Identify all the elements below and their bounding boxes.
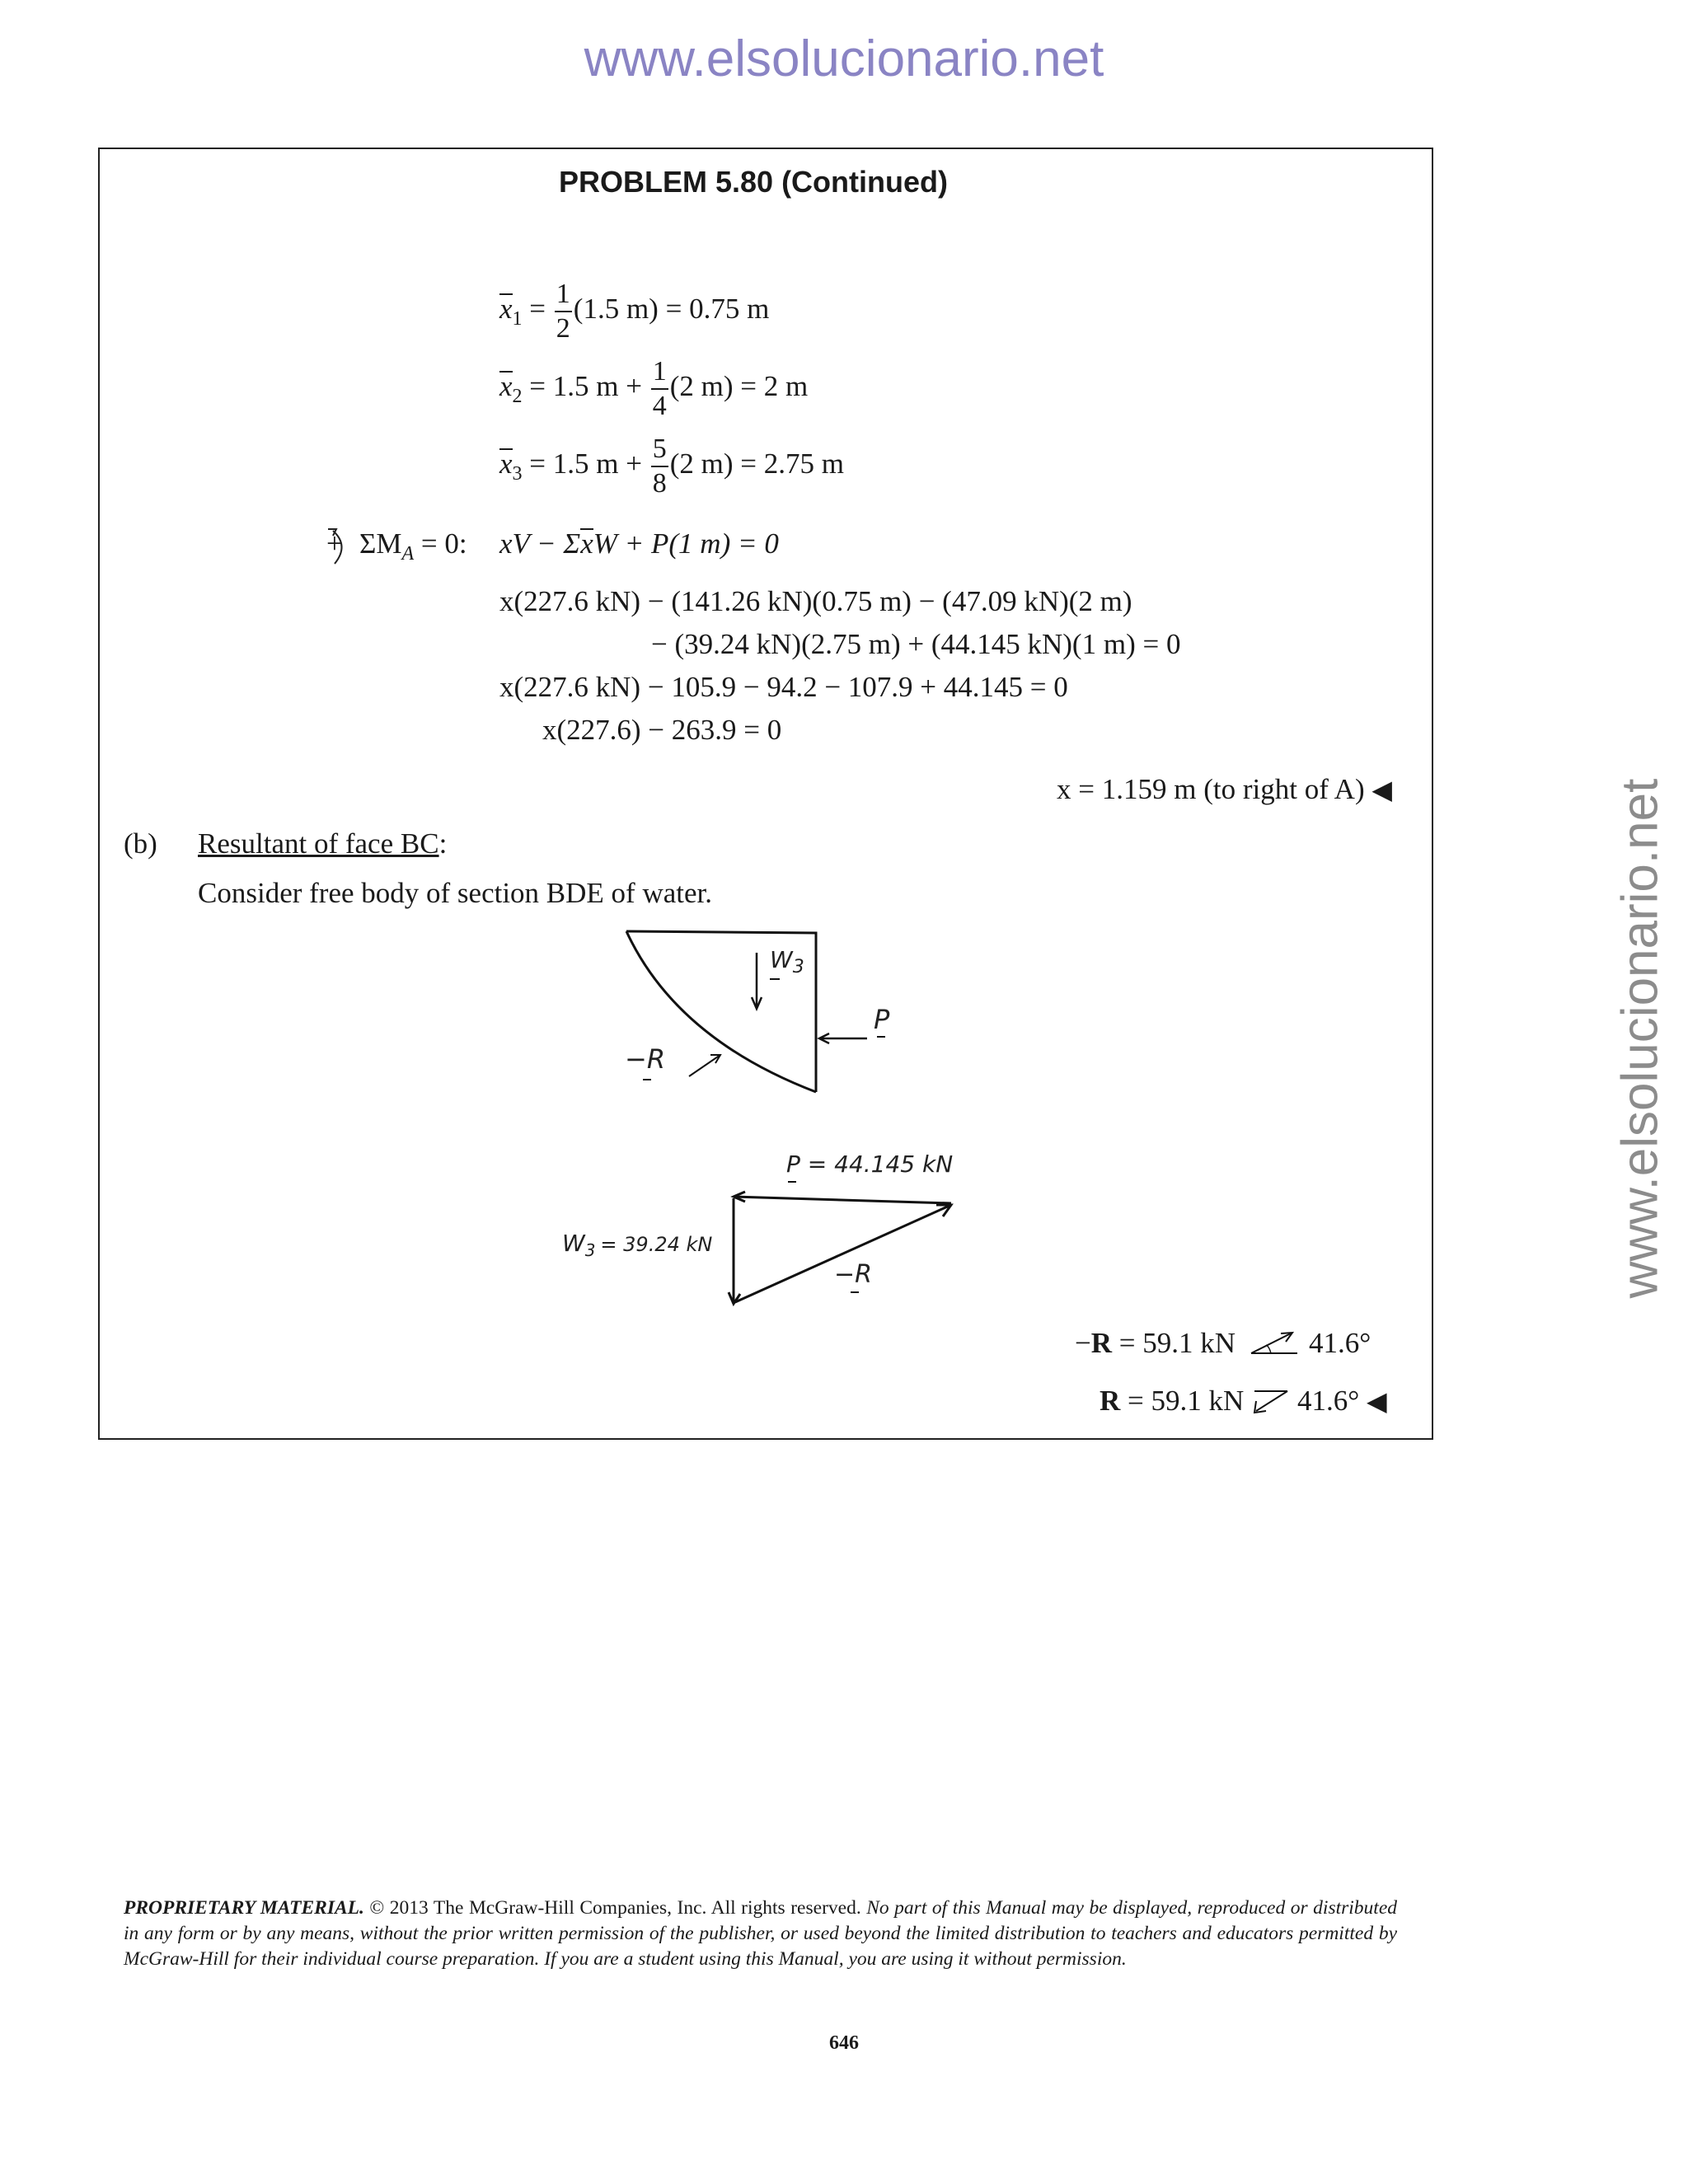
- watermark-top: www.elsolucionario.net: [584, 30, 1104, 87]
- moment-sign: +: [326, 527, 343, 560]
- moment-label: $\Sigma M_A = 0$:: [359, 527, 467, 565]
- equation-x3: $x_3 = 1.5$ m + $\frac{5}{8}$ (2 m) = 2.75 m: [499, 434, 844, 499]
- r-vector-label: −R: [834, 1260, 872, 1289]
- r-label: −R: [625, 1043, 666, 1075]
- free-body-diagram: [610, 923, 907, 1104]
- watermark-side: www.elsolucionario.net: [1611, 778, 1669, 1299]
- r-arrow: [689, 1055, 720, 1076]
- problem-title: PROBLEM 5.80 (Continued): [559, 165, 949, 199]
- answer-marker-icon: ◀: [1367, 1385, 1387, 1417]
- moment-equation: xV − ΣxW + P(1 m) = 0: [499, 527, 779, 560]
- force-triangle: [544, 1146, 973, 1319]
- copyright-footer: PROPRIETARY MATERIAL. © 2013 The McGraw-Hill Companies, Inc. All rights reserved. No part of this Manual may be displayed, reproduced or distributed in any form or by any means, without the prior written permission of the publisher, or used beyond the limited distribution to teachers and educators permitted by McGraw-Hill for their individual course preparation. If you are a student using this Manual, you are using it without permission.: [124, 1897, 1398, 1970]
- result-neg-r: −R = 59.1 kN: [1075, 1327, 1236, 1359]
- answer-marker-icon: ◀: [1372, 774, 1392, 805]
- equation-line-2: − (39.24 kN)(2.75 m) + (44.145 kN)(1 m) = 0: [651, 628, 1181, 660]
- equation-line-3: x(227.6 kN) − 105.9 − 94.2 − 107.9 + 44.145 = 0: [499, 671, 1068, 703]
- answer-a: x = 1.159 m (to right of A) ◀: [1057, 773, 1392, 805]
- equation-x1: $x_1$ = $\frac{1}{2}$ (1.5 m) = 0.75 m: [499, 279, 770, 344]
- part-b-heading: Resultant of face BC:: [198, 827, 448, 860]
- equation-line-1: x(227.6 kN) − (141.26 kN)(0.75 m) − (47.09 kN)(2 m): [499, 585, 1132, 617]
- p-label: P: [874, 1004, 890, 1035]
- part-b-text: Consider free body of section BDE of water.: [198, 877, 713, 909]
- result-r-angle: 41.6° ◀: [1297, 1385, 1387, 1417]
- angle-up-icon: [1248, 1329, 1301, 1358]
- result-neg-r-angle: 41.6°: [1309, 1327, 1372, 1359]
- result-r: R = 59.1 kN: [1100, 1385, 1245, 1417]
- equation-x2: $x_2 = 1.5$ m + $\frac{1}{4}$ (2 m) = 2 m: [499, 356, 809, 421]
- w3-value-label: $W_3 = 39.24$ kN: [562, 1230, 713, 1260]
- equation-line-4: x(227.6) − 263.9 = 0: [542, 714, 782, 746]
- page-number: 646: [829, 2032, 859, 2054]
- angle-down-icon: [1250, 1388, 1291, 1416]
- part-b-label: (b): [124, 827, 157, 860]
- p-vector: [734, 1197, 951, 1203]
- w3-label: $W_3$: [770, 946, 804, 977]
- p-value-label: P = 44.145 kN: [786, 1151, 954, 1178]
